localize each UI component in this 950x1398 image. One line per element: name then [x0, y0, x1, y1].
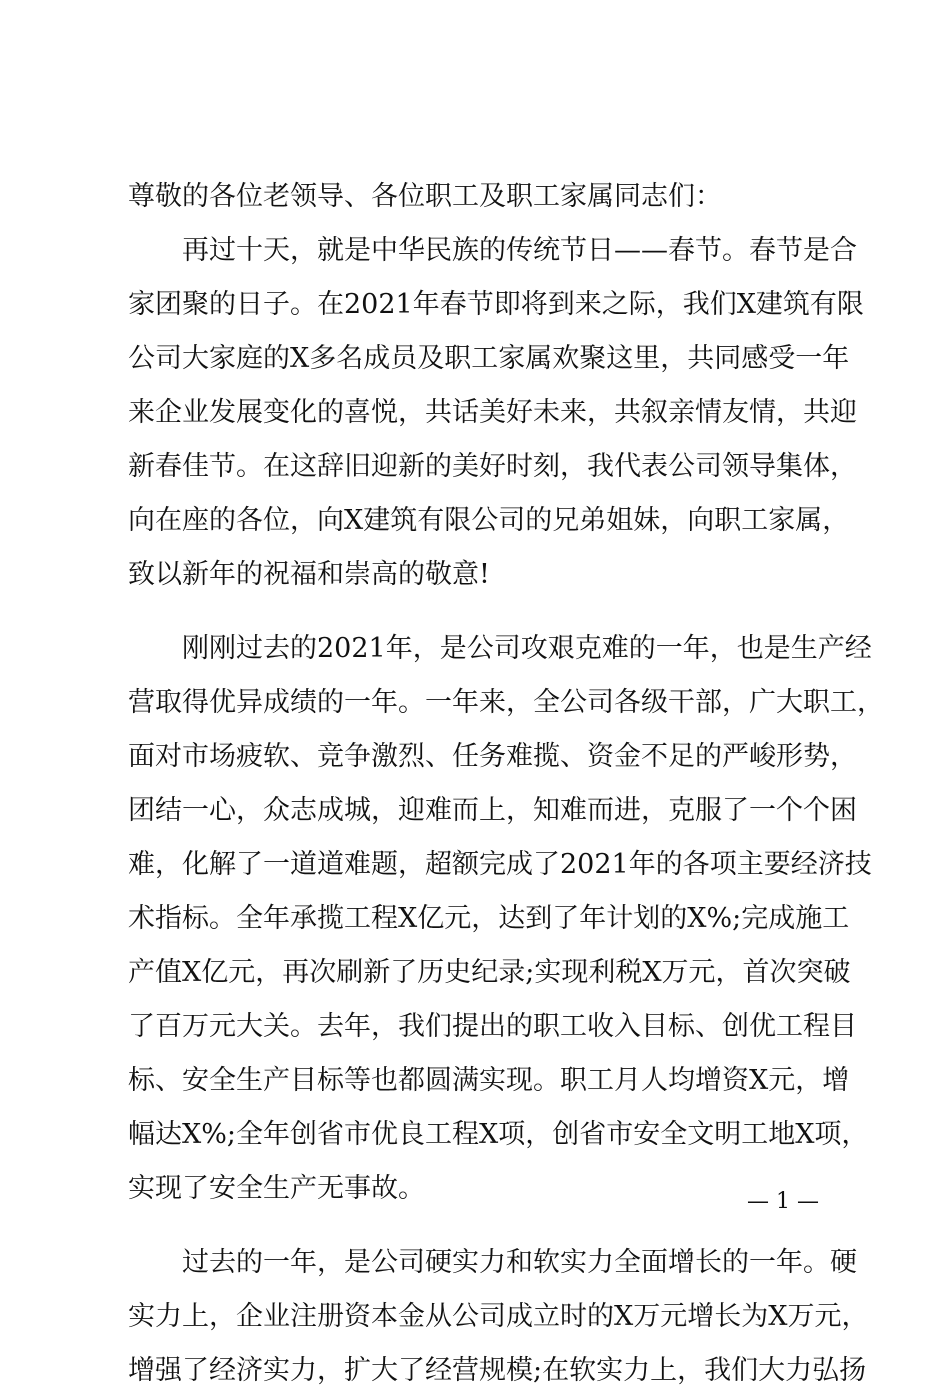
paragraph-line: 实现了安全生产无事故。	[128, 1173, 425, 1204]
paragraph-2	[128, 622, 884, 1216]
paragraph-line: 幅达X%;全年创省市优良工程X项，创省市安全文明工地X项，	[128, 1119, 869, 1150]
paragraph-line: 刚刚过去的2021年，是公司攻艰克难的一年，也是生产经	[128, 633, 872, 664]
paragraph-line: 增强了经济实力，扩大了经营规模;在软实力上，我们大力弘扬	[128, 1355, 867, 1386]
salutation: 尊敬的各位老领导、各位职工及职工家属同志们：	[128, 181, 722, 212]
paragraph-line: 团结一心，众志成城，迎难而上，知难而进，克服了一个个困	[128, 795, 857, 826]
paragraph-line: 家团聚的日子。在2021年春节即将到来之际，我们X建筑有限	[128, 289, 864, 320]
paragraph-line: 标、安全生产目标等也都圆满实现。职工月人均增资X元，增	[128, 1065, 850, 1096]
paragraph-line: 面对市场疲软、竞争激烈、任务难揽、资金不足的严峻形势，	[128, 741, 857, 772]
paragraph-spacer	[128, 1216, 832, 1236]
paragraph-1	[128, 224, 864, 602]
paragraph-line: 向在座的各位，向X建筑有限公司的兄弟姐妹，向职工家属，	[128, 505, 850, 536]
page-number: — 1 —	[747, 1189, 819, 1214]
paragraph-line: 术指标。全年承揽工程X亿元，达到了年计划的X%;完成施工	[128, 903, 850, 934]
paragraph-line: 再过十天，就是中华民族的传统节日——春节。春节是合	[128, 235, 857, 266]
paragraph-line: 过去的一年，是公司硬实力和软实力全面增长的一年。硬	[128, 1247, 857, 1278]
paragraph-line: 新春佳节。在这辞旧迎新的美好时刻，我代表公司领导集体，	[128, 451, 857, 482]
paragraph-line: 难，化解了一道道难题，超额完成了2021年的各项主要经济技	[128, 849, 872, 880]
document-body	[128, 170, 884, 1398]
paragraph-3	[128, 1236, 869, 1398]
paragraph-line: 致以新年的祝福和崇高的敬意!	[128, 559, 490, 590]
paragraph-line: 产值X亿元，再次刷新了历史纪录;实现利税X万元，首次突破	[128, 957, 851, 988]
paragraph-spacer	[128, 602, 832, 622]
paragraph-line: 营取得优异成绩的一年。一年来，全公司各级干部，广大职工，	[128, 687, 884, 718]
paragraph-line: 实力上，企业注册资本金从公司成立时的X万元增长为X万元，	[128, 1301, 869, 1332]
paragraph-line: 了百万元大关。去年，我们提出的职工收入目标、创优工程目	[128, 1011, 857, 1042]
paragraph-line: 公司大家庭的X多名成员及职工家属欢聚这里，共同感受一年	[128, 343, 850, 374]
paragraph-line: 来企业发展变化的喜悦，共话美好未来，共叙亲情友情，共迎	[128, 397, 857, 428]
